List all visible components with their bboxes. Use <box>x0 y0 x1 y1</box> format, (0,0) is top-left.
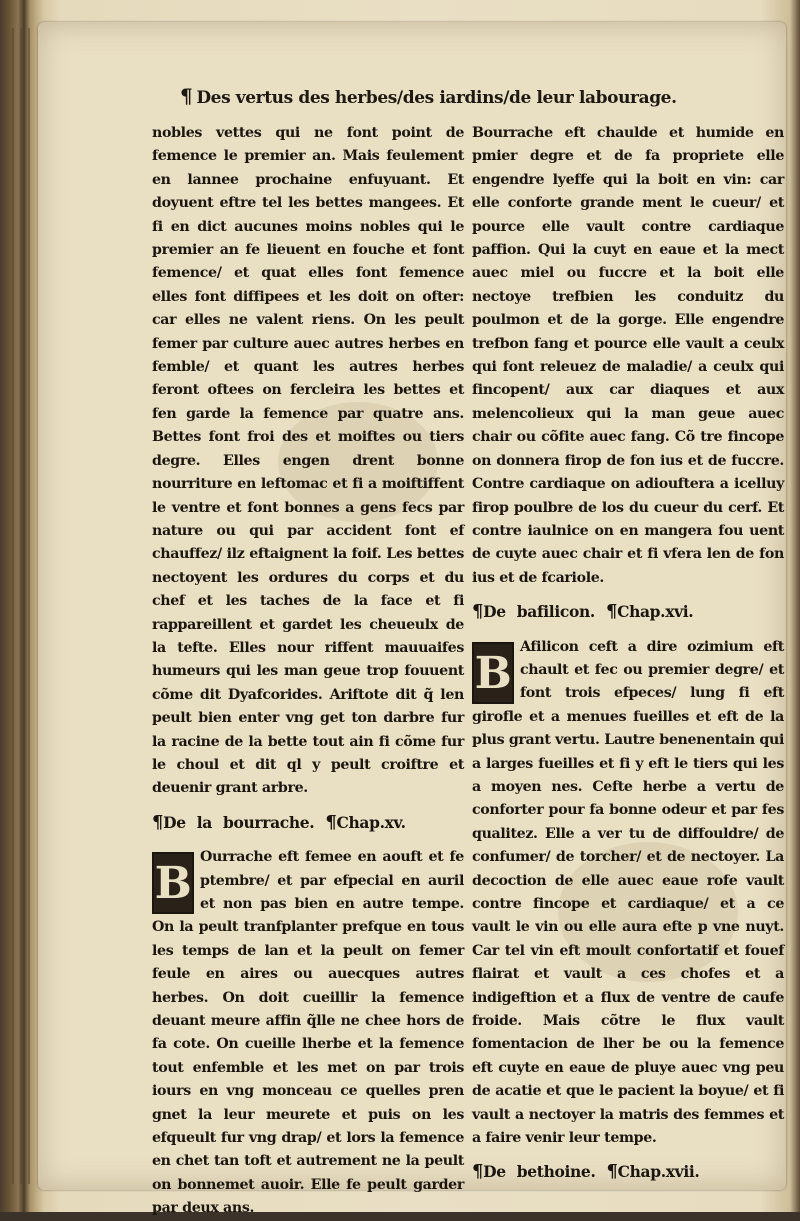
chapter-title: De la bourrache. <box>163 812 315 832</box>
paragraph <box>472 636 784 1151</box>
pilcrow-icon: ¶ <box>472 1161 484 1183</box>
pilcrow-icon: ¶ <box>180 84 193 108</box>
chapter-heading <box>152 811 464 834</box>
page-edge <box>12 28 14 1184</box>
paragraph-text: Afilicon ceft a dire ozimium eft chault et fec ou premier degre/ et font trois efpeces/ lung fi eft girofle et a menues fueilles et eft de la plus grant vertu. Lautre benenentain qui a larges fueilles et fi y eft le tiers qui les a moyen nes. Cefte herbe a vertu de conforter pour fa bonne odeur et par fes qualitez. Elle a ver tu de diffouldre/ de confumer/ de torcher/ et de nectoyer. La decoction de elle auec eaue rofe vault contre fincope et cardiaque/ et a ce vault le vin ou elle aura efte p vne nuyt. Car tel vin eft moult confortatif et fouef flairat et vault a ces chofes et a indigeftion et a flux de ventre de caufe froide. Mais cõtre le flux vault fomentacion de lher be ou la femence eft cuyte en eaue de pluye auec vng peu de acatie et que le pacient la boyue/ et fi vault a nectoyer la matris des femmes et a faire venir leur tempe. <box>472 638 784 1147</box>
pilcrow-icon: ¶ <box>325 811 337 833</box>
left-column <box>152 122 464 1221</box>
drop-cap: B <box>152 852 194 914</box>
chapter-number: Chap.xvi. <box>617 602 694 622</box>
chapter-title: De bafilicon. <box>483 602 595 622</box>
pilcrow-icon: ¶ <box>606 1161 618 1183</box>
paragraph: Bourrache eft chaulde et humide en pmier degre et de fa propriete elle engendre lyeffe qui la boit en vin: car elle conforte grande ment le cueur/ et pource elle vault contre cardiaque paffion. Qui la cuyt en eaue et la mect auec miel ou fuccre et la boit elle nectoye trefbien les conduitz du poulmon et de la gorge. Elle engendre trefbon fang et pource elle vault a ceulx qui font releuez de maladie/ a ceulx qui fincopent/ aux car diaques et aux melencolieux qui la man geue auec chair ou cõfite auec fang. Cõ tre fincope on donnera firop de fon ius et de fuccre. Contre cardiaque on adiouftera a icelluy firop poulbre de los du cueur du cerf. Et contre iaulnice on en mangera fou uent de cuyte auec chair et fi vfera len de fon ius et de fcariole. <box>472 125 784 586</box>
paragraph-text: Ourrache eft femee en aouft et fe ptembre/ et par efpecial en auril et non pas bien en autre tempe. On la peult tranfplanter prefque en tous les temps de lan et la peult on femer feule en aires ou auecques autres herbes. On doit cueillir la femence deuant meure affin q̃lle ne chee hors de fa cote. On cueille lherbe et la femence tout enfemble et les met on par trois iours en vng monceau ce quelles pren gnet la leur meurete et puis on les efqueult fur vng drap/ et lors la femence en chet tan toft et autrement ne la peult on bonnemet auoir. Elle fe peult garder par deux ans. <box>152 849 464 1217</box>
drop-cap: B <box>472 642 514 704</box>
running-head <box>180 84 700 112</box>
pilcrow-icon: ¶ <box>605 601 618 623</box>
paragraph <box>152 846 464 1221</box>
chapter-number: Chap.xvii. <box>617 1162 700 1182</box>
chapter-heading <box>472 600 784 623</box>
paragraph: nobles vettes qui ne font point de femence le premier an. Mais feulement en lannee prochaine enfuyuant. Et doyuent eftre tel les bettes mangees. Et fi en dict aucunes moins nobles qui le premier an fe lieuent en fouche et font femence/ et quat elles font femence elles font diffipees et les doit on ofter: car elles ne valent riens. On les peult femer par culture auec autres herbes en femble/ et quant les autres herbes feront oftees on fercleira les bettes et fen garde la femence par quatre ans. Bettes font froi des et moiftes ou tiers degre. Elles engen drent bonne nourriture en leftomac et fi a moiftiffent le ventre et font bonnes a gens fecs par nature ou qui par accident font ef chauffez/ ilz eftaignent la foif. Les bettes nectoyent les ordures du corps et du chef et les taches de la face et fi rappareillent et gardet les cheueulx de la tefte. Elles nour riffent mauuaifes humeurs qui les man geue trop fouuent cõme dit Dyafcorides. Ariftote dit q̃ len peult bien enter vng get ton darbre fur la racine de la bette tout ain fi cõme fur le choul et dit ql y peult croiftre et deuenir grant arbre. <box>152 125 464 797</box>
pilcrow-icon: ¶ <box>472 601 484 623</box>
right-column <box>472 122 784 1196</box>
chapter-heading <box>472 1160 784 1183</box>
running-title: Des vertus des herbes/des iardins/de leur labourage. <box>196 88 677 108</box>
chapter-title: De bethoine. <box>483 1162 596 1182</box>
chapter-number: Chap.xv. <box>336 812 406 832</box>
page-edge <box>20 28 22 1184</box>
pilcrow-icon: ¶ <box>152 811 164 833</box>
page-edge <box>28 28 30 1184</box>
